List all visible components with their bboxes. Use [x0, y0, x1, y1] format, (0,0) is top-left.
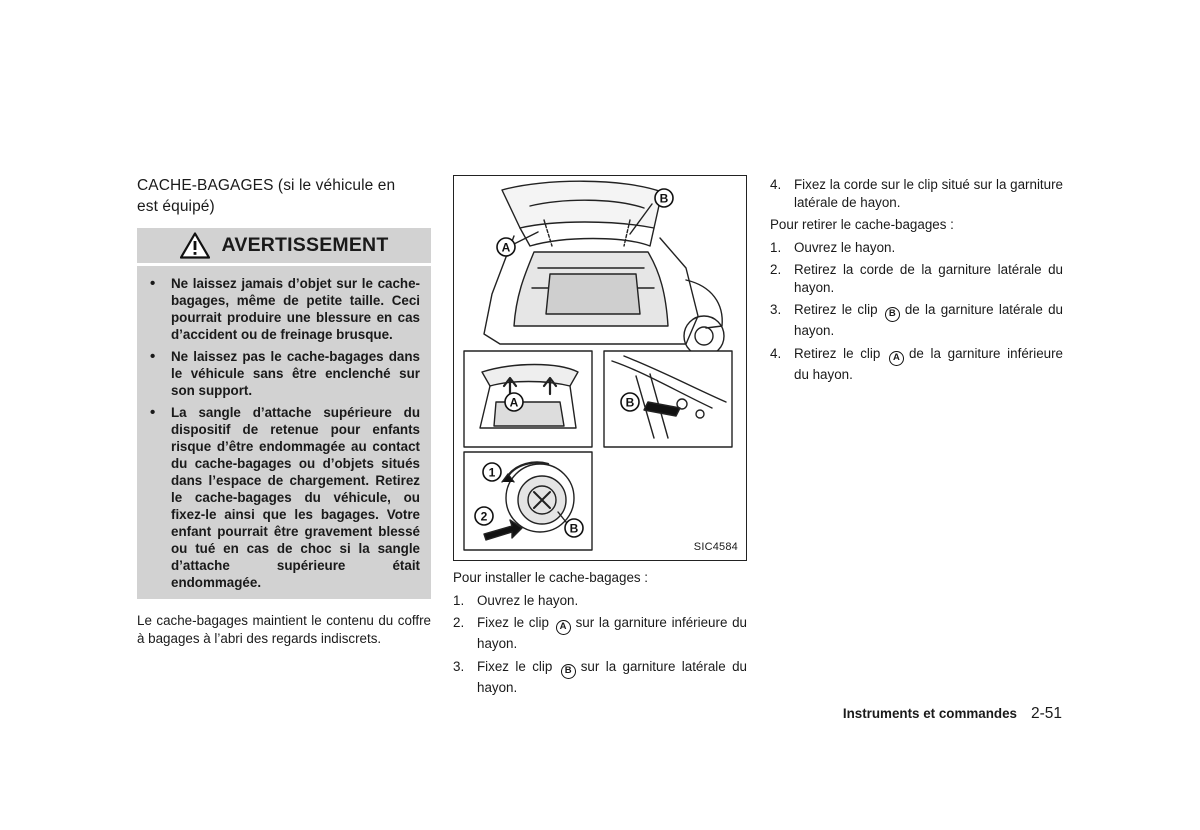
step-text: Fixez la corde sur le clip situé sur la garniture latérale de hayon.: [794, 177, 1063, 210]
cargo-cover-illustration: [453, 175, 747, 561]
figure-code: SIC4584: [693, 541, 738, 553]
step-text-post: de la garniture latérale du hayon.: [794, 302, 1063, 338]
remove-heading: Pour retirer le cache-bagages :: [770, 217, 954, 232]
section-title: [137, 175, 431, 217]
label-a-inset: A: [509, 395, 519, 410]
install-step: [453, 658, 747, 697]
step-text: Ouvrez le hayon.: [477, 592, 579, 608]
label-2: 2: [480, 509, 488, 524]
label-a-top: A: [501, 240, 511, 255]
step-number: 2.: [453, 615, 465, 630]
bullet: •: [150, 348, 156, 365]
bullet: •: [150, 404, 156, 421]
warning-box: [137, 228, 431, 599]
install-step: [453, 614, 747, 653]
clip-b-marker: B: [561, 664, 576, 679]
step-text: [794, 345, 1063, 384]
step-number: 1.: [770, 239, 782, 255]
warning-triangle-icon: [180, 232, 210, 259]
remove-step: [770, 301, 1063, 340]
install-instructions: [453, 569, 747, 701]
warning-item-text: La sangle d’attache supérieure du dispositif de retenue pour enfants risque d’être endommagée au contact du cache-bagages ou d’objets situés dans l’espace de chargement. Retirez le cache-bagages du véhicule, ou fixez-le ainsi que les bagages. Votre enfant pourrait être gravement blessé ou tué en cas de choc si la sangle d’attache supérieure était endommagée.: [171, 405, 420, 590]
step-text: [477, 614, 747, 653]
step-text-pre: Fixez le clip: [477, 615, 549, 630]
step-number: 3.: [770, 302, 782, 317]
page-footer: [843, 705, 1062, 723]
step-text-post: sur la garniture latérale du hayon.: [477, 658, 747, 695]
step-text: Retirez la corde de la garniture latérale du hayon.: [794, 262, 1063, 295]
clip-a-marker: A: [556, 620, 571, 635]
illustration-drawing: [454, 176, 745, 559]
warning-item-text: Ne laissez jamais d’objet sur le cache-bagages, même de petite taille. Ceci pourrait produire une blessure en cas d’accident ou de freinage brusque.: [171, 276, 420, 342]
step-number: 4.: [770, 345, 782, 361]
step-text-pre: Retirez le clip: [794, 302, 878, 317]
step-number: 1.: [453, 592, 465, 608]
warning-item: [149, 348, 420, 399]
install-heading: Pour installer le cache-bagages :: [453, 570, 649, 585]
step-text: [794, 301, 1063, 340]
bullet: •: [150, 275, 156, 292]
warning-header: [137, 228, 431, 266]
right-column: [770, 176, 1063, 388]
step-text-pre: Fixez le clip: [477, 658, 553, 674]
warning-item: [149, 404, 420, 591]
label-1: 1: [488, 465, 496, 480]
warning-title: AVERTISSEMENT: [221, 234, 389, 256]
footer-section-name: Instruments et commandes: [842, 706, 1017, 721]
warning-item-text: Ne laissez pas le cache-bagages dans le véhicule sans être enclenché sur son support.: [171, 349, 420, 398]
warning-item: [149, 275, 420, 343]
remove-step: [770, 261, 1063, 296]
label-b-detail: B: [569, 521, 579, 536]
step-text-post: sur la garniture inférieure du hayon.: [477, 615, 747, 651]
clip-a-marker: A: [889, 351, 904, 366]
step-text: Ouvrez le hayon.: [794, 239, 896, 255]
install-step: [453, 592, 747, 610]
step-number: 3.: [453, 658, 465, 674]
section-title-line-1: CACHE-BAGAGES (si le véhicule en: [137, 177, 396, 194]
section-title-line-2: est équipé): [137, 198, 215, 215]
step-number: 4.: [770, 177, 782, 192]
step-text: [477, 658, 747, 697]
remove-step: [770, 345, 1063, 384]
step-text-pre: Retirez le clip: [794, 345, 881, 361]
page-number: 2-51: [1030, 705, 1062, 722]
clip-b-marker: B: [885, 307, 900, 322]
warning-list: [137, 266, 431, 599]
left-column: [137, 175, 431, 647]
label-b-top: B: [659, 191, 669, 206]
intro-paragraph: Le cache-bagages maintient le contenu du coffre à bagages à l’abri des regards indiscrets.: [137, 613, 431, 646]
label-b-inset: B: [625, 395, 635, 410]
remove-step: [770, 239, 1063, 257]
step-text-post: de la garniture inférieure du hayon.: [794, 345, 1064, 382]
step-number: 2.: [770, 262, 782, 277]
install-step: [770, 176, 1063, 211]
